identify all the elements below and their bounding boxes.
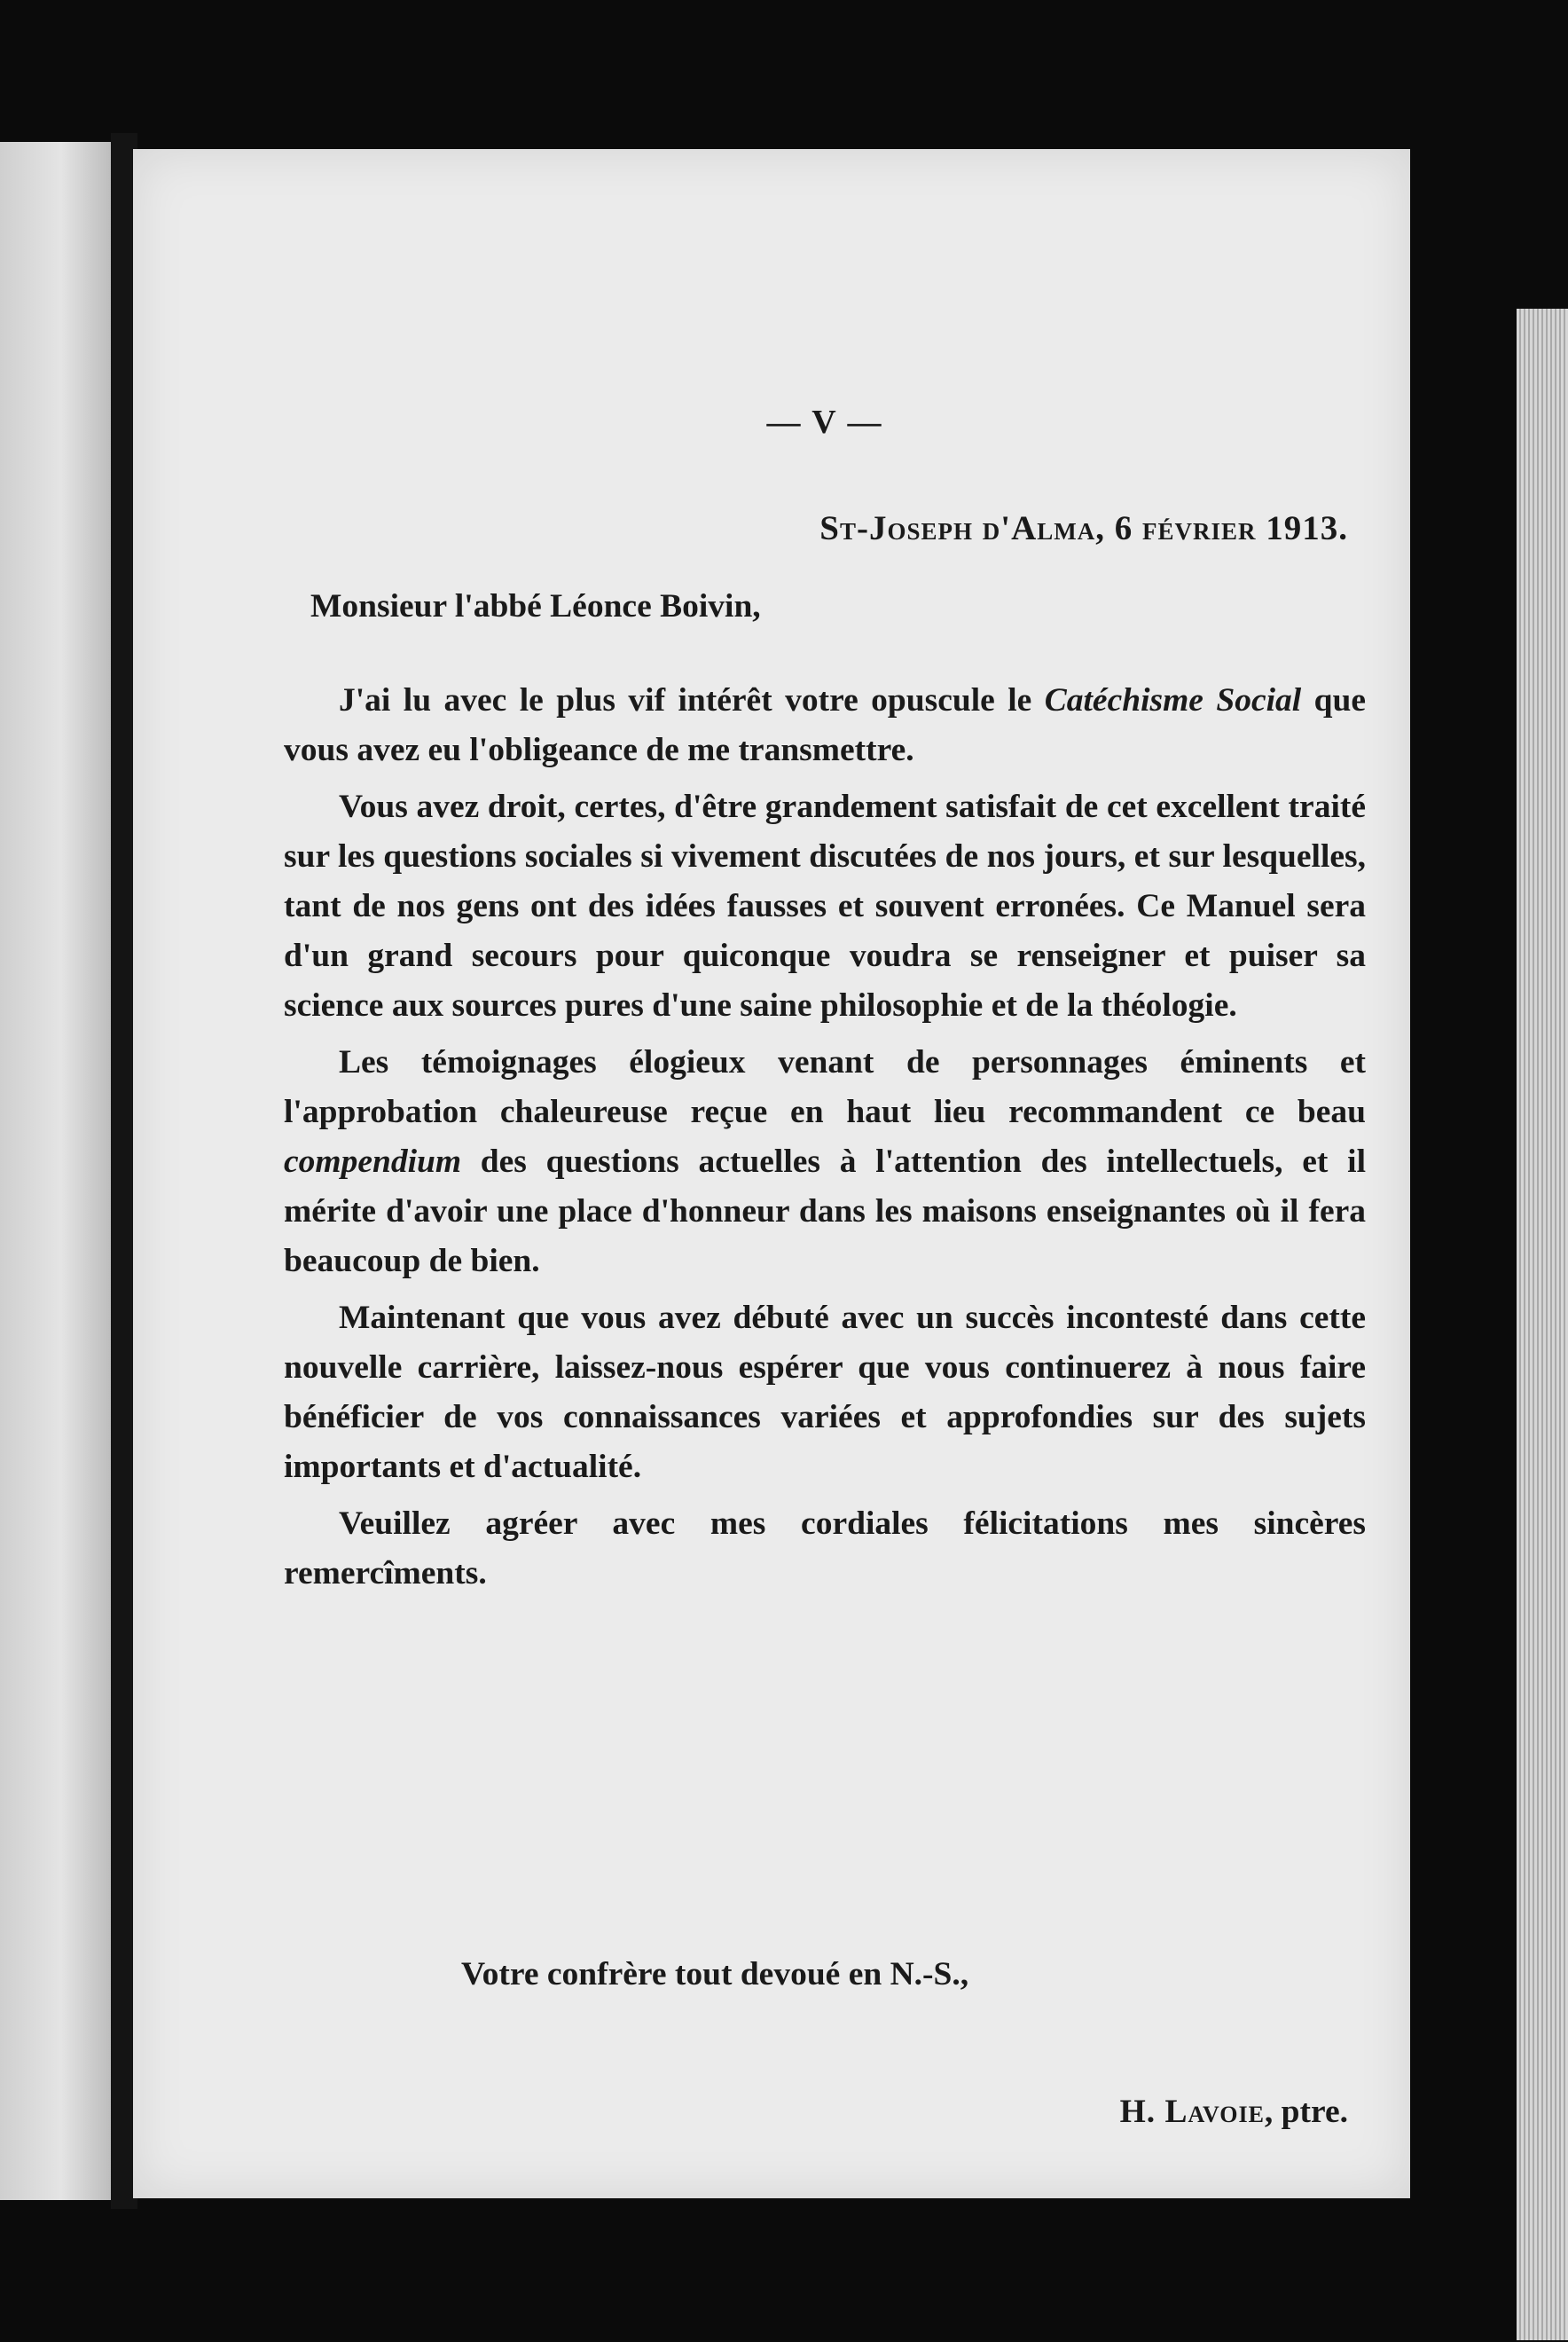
letter-body — [284, 676, 1366, 1606]
book-page — [133, 149, 1410, 2198]
salutation: Monsieur l'abbé Léonce Boivin, — [310, 588, 761, 625]
paragraph — [284, 676, 1366, 775]
signature-name: H. Lavoie — [1119, 2094, 1265, 2130]
signature — [1120, 2087, 1348, 2137]
page-number: — V — — [766, 404, 883, 441]
paragraph — [284, 1038, 1366, 1286]
book-title: Catéchisme Social — [1044, 682, 1302, 719]
facing-page — [0, 142, 111, 2200]
paragraph-text: des questions actuelles à l'attention des intellectuels, et il mérite d'avoir une place d'honneur dans les maisons enseignantes où il fera beaucoup de bien. — [284, 1143, 1366, 1279]
paragraph-text: Les témoignages élogieux venant de personnages éminents et l'approbation chaleureuse reçue en haut lieu recommandent ce beau — [284, 1044, 1366, 1130]
closing: Votre confrère tout devoué en N.-S., — [461, 1956, 969, 1992]
dateline: St-Joseph d'Alma, 6 février 1913. — [819, 509, 1348, 547]
signature-suffix: , ptre. — [1264, 2094, 1348, 2130]
paragraph-text: que vous avez eu l'obligeance de me transmettre. — [284, 682, 1366, 768]
paragraph-text: J'ai lu avec le plus vif intérêt votre opuscule le — [339, 682, 1045, 719]
italic-term: compendium — [284, 1143, 462, 1180]
paragraph: Veuillez agréer avec mes cordiales félicitations mes sincères remercîments. — [284, 1505, 1366, 1591]
paragraph: Vous avez droit, certes, d'être grandement satisfait de cet excellent traité sur les questions sociales si vivement discutées de nos jours, et sur lesquelles, tant de nos gens ont des idées fausses et souvent erronées. Ce Manuel sera d'un grand secours pour quiconque voudra se renseigner et puiser sa science aux sources pures d'une saine philosophie et de la théologie. — [284, 789, 1366, 1024]
paragraph: Maintenant que vous avez débuté avec un succès incontesté dans cette nouvelle carrière, laissez-nous espérer que vous continuerez à nous faire bénéficier de vos connaissances variées et approfondies sur des sujets importants et d'actualité. — [284, 1300, 1366, 1485]
page-edges — [1517, 309, 1568, 2340]
